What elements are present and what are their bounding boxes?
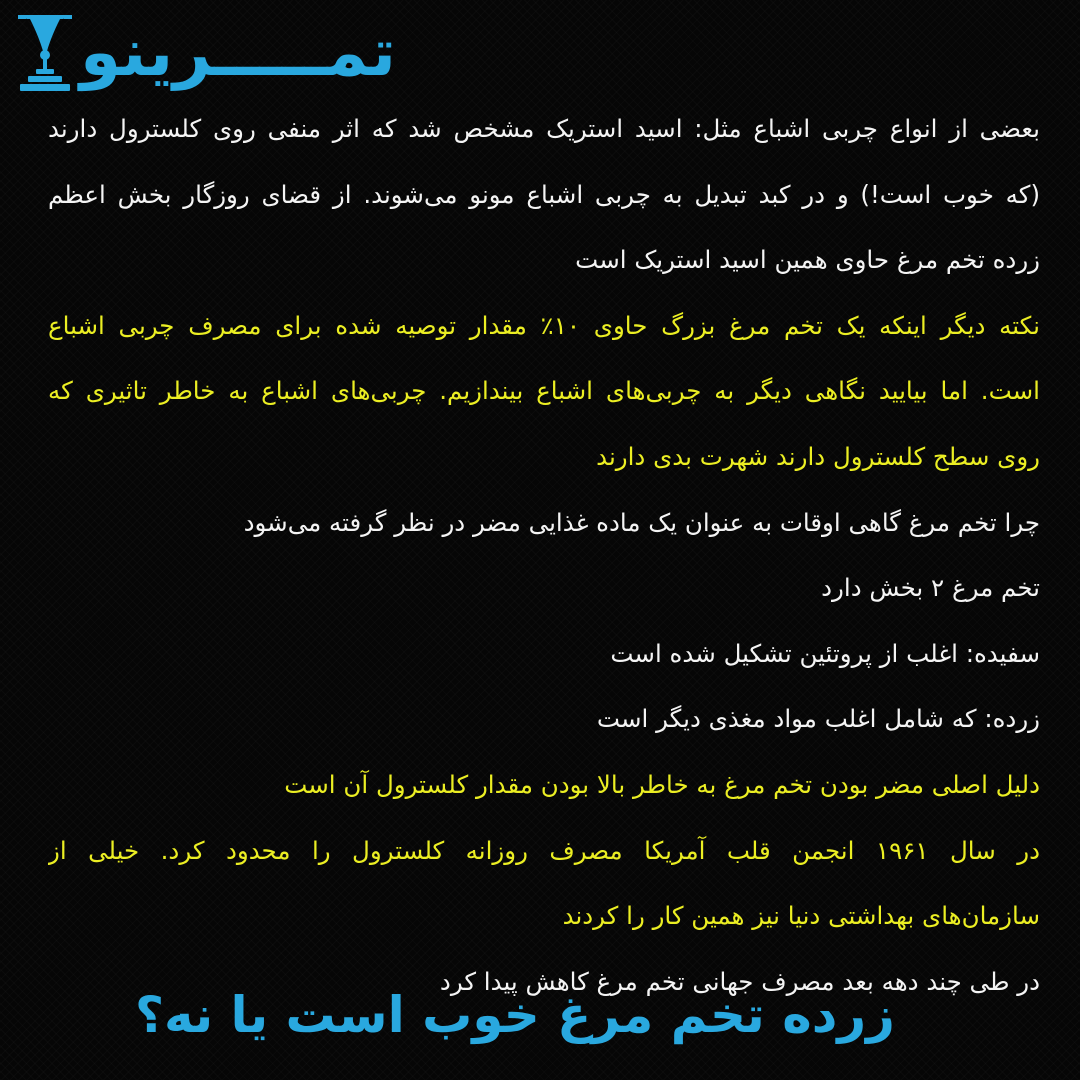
headline — [0, 980, 1080, 1050]
text-line: سازمان‌های بهداشتی دنیا نیز همین کار را کردند — [562, 901, 1040, 931]
text-line: نکته دیگر اینکه یک تخم مرغ بزرگ حاوی ۱۰٪ مقدار توصیه شده برای مصرف چربی اشباع — [48, 310, 1040, 340]
text-line: بعضی از انواع چربی اشباع مثل: اسید استریک مشخص شد که اثر منفی روی کلسترول دارند — [48, 114, 1040, 143]
text-line: چرا تخم مرغ گاهی اوقات به عنوان یک ماده غذایی مضر در نظر گرفته می‌شود — [243, 507, 1040, 537]
brand-name: تمـــــرینو — [80, 14, 396, 91]
headline-text: زرده تخم مرغ خوب است یا نه؟ — [135, 986, 895, 1044]
text-line: تخم مرغ ۲ بخش دارد — [821, 573, 1040, 603]
trophy-cup-icon — [14, 11, 76, 95]
text-line: زرده تخم مرغ حاوی همین اسید استریک است — [575, 245, 1040, 275]
text-line: در طی چند دهه بعد مصرف جهانی تخم مرغ کاهش پیدا کرد — [439, 966, 1040, 996]
text-line: دلیل اصلی مضر بودن تخم مرغ به خاطر بالا بودن مقدار کلسترول آن است — [284, 769, 1040, 799]
text-line: در سال ۱۹۶۱ انجمن قلب آمریکا مصرف روزانه کلسترول را محدود کرد. خیلی از — [48, 835, 1040, 865]
text-line: است. اما بیایید نگاهی دیگر به چربی‌های اشباع بیندازیم. چربی‌های اشباع به خاطر تاثیری که — [48, 376, 1040, 406]
text-line: (که خوب است!) و در کبد تبدیل به چربی اشباع مونو می‌شوند. از قضای روزگار بخش اعظم — [48, 179, 1040, 209]
text-line: روی سطح کلسترول دارند شهرت بدی دارند — [596, 441, 1040, 471]
article-body — [48, 96, 1040, 1014]
brand-logo — [14, 10, 396, 96]
text-line: سفیده: اغلب از پروتئین تشکیل شده است — [610, 638, 1040, 668]
text-line: زرده: که شامل اغلب مواد مغذی دیگر است — [596, 704, 1040, 734]
